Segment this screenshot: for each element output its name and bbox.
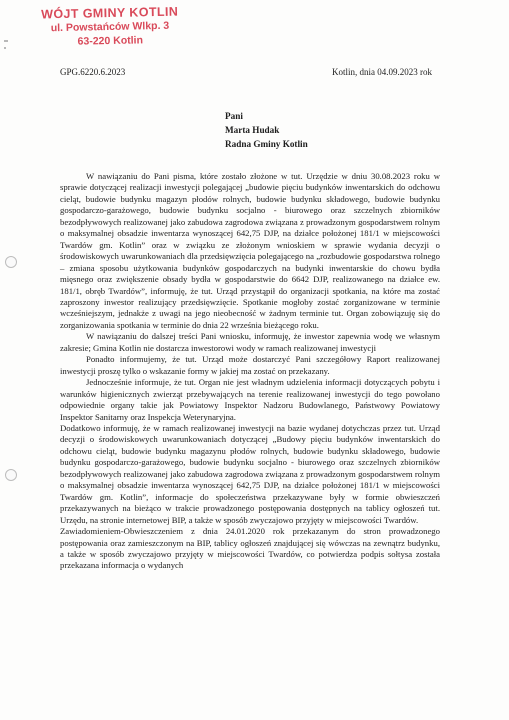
punch-hole [5,469,17,481]
addressee-name: Marta Hudak [225,125,280,135]
stamp-postcode: 63-220 Kotlin [77,34,144,48]
scan-mark [4,47,6,49]
paragraph: Dodatkowo informuję, że w ramach realizowanej inwestycji na bazie wydanej dotychczas przez tut. Urząd decyzji o środowiskowych uwarunkowaniach dotyczącej „Budowy pięciu budynków inwentarskich do odchowu cieląt, budowie budynku magazynu płodów rolnych, budowie budynku składowego, budowie budynku gospodarczo-garażowego, budowie budynku socjalno - biurowego oraz szczelnych zbiorników bezodpływowych realizowanej jako zabudowa zagrodowa związana z prowadzonym gospodarstwem rolnym o maksymalnej obsadzie inwentarza wynoszącej 642,75 DJP, na działce położonej 181/1 w miejscowości Twardów gm. Kotlin”, informacje do społeczeństwa przekazywane były w formie obwieszczeń przekazywanych na bieżąco w trakcie prowadzonego postępowania dostępnych na tablicy ogłoszeń tut. Urzędu, na stronie internetowej BIP, a także w sposób zwyczajowo przyjęty w miejscowości Twardów. [60,422,440,525]
addressee-salutation: Pani [225,111,243,121]
stamp-street: ul. Powstańców Wlkp. 3 [50,19,170,35]
paragraph: Ponadto informujemy, że tut. Urząd może dostarczyć Pani szczegółowy Raport realizowanej inwestycji proszę tylko o wskazanie formy w jakiej ma zostać on przekazany. [60,354,440,376]
paragraph: W nawiązaniu do Pani pisma, które zostało złożone w tut. Urzędzie w dniu 30.08.2023 roku w sprawie dotyczącej realizacji inwestycji polegającej „budowie pięciu budynków inwentarskich do odchowu cieląt, budowie budynku magazyn płodów rolnych, budowie budynku składowego, budowie budynku gospodarczo-garażowego, budowie budynku socjalno - biurowego oraz szczelnych zbiorników bezodpływowych realizowanej jako zabudowa zagrodowa związana z prowadzonym gospodarstwem rolnym o maksymalnej obsadzie inwentarza wynoszącej 642,75 DJP, na działce położonej 181/1 w miejscowości Twardów gm. Kotlin” oraz w związku ze złożonym wnioskiem w sprawie wydania decyzji o środowiskowych uwarunkowaniach dla przedsięwzięcia polegającego na „rozbudowie gospodarstwa rolnego – zmiana sposobu użytkowania budynków gospodarczych na budynki inwentarskie do chowu bydła mięsnego oraz zwiększenie obsady bydła w gospodarstwie do 6642 DJP, realizowanego na działce ew. 181/1, obręb Twardów”, informuję, że tut. Urząd przystąpił do organizacji spotkania, na które ma zostać zaproszony inwestor realizujący przedsięwzięcie. Spotkanie mogłoby zostać zorganizowane w terminie wcześniejszym, jednakże z uwagi na jego nieobecność w żadnym terminie tut. Organ zobowiązuję się do zorganizowania spotkania w terminie do dnia 22 września bieżącego roku. [60,171,440,330]
paragraph: Jednocześnie informuje, że tut. Organ nie jest władnym udzielenia informacji dotyczących pobytu i warunków higienicznych zwierząt przebywających na terenie realizowanej inwestycji do tego powołano odpowiednie organy takie jak Powiatowy Inspektor Nadzoru Budowlanego, Państwowy Powiatowy Inspektor Sanitarny oraz Inspekcja Weterynaryjna. [60,377,440,422]
reference-number: GPG.6220.6.2023 [60,67,126,77]
place-date: Kotlin, dnia 04.09.2023 rok [332,67,432,77]
addressee-title: Radna Gminy Kotlin [225,139,308,149]
paragraph: Zawiadomieniem-Obwieszczeniem z dnia 24.01.2020 rok przekazanym do stron prowadzonego postępowania oraz zamieszczonym na BIP, tablicy ogłoszeń znajdującej się wówczas na zewnątrz budynku, a także w sposób zwyczajowo przyjęty w miejscowości Twardów, co potwierdza podpis sołtysa została przekazana informacja o wydanych [60,526,440,571]
paragraph: W nawiązaniu do dalszej treści Pani wniosku, informuję, że inwestor zapewnia wodę we własnym zakresie; Gmina Kotlin nie dostarcza inwestorowi wody w ramach realizowanej inwestycji [60,331,440,353]
addressee-block [225,109,308,151]
letter-body [60,171,440,572]
punch-hole [5,256,17,268]
stamp-office-name: WÓJT GMINY KOTLIN [41,4,179,22]
scan-mark [4,40,8,42]
office-stamp [40,5,181,50]
